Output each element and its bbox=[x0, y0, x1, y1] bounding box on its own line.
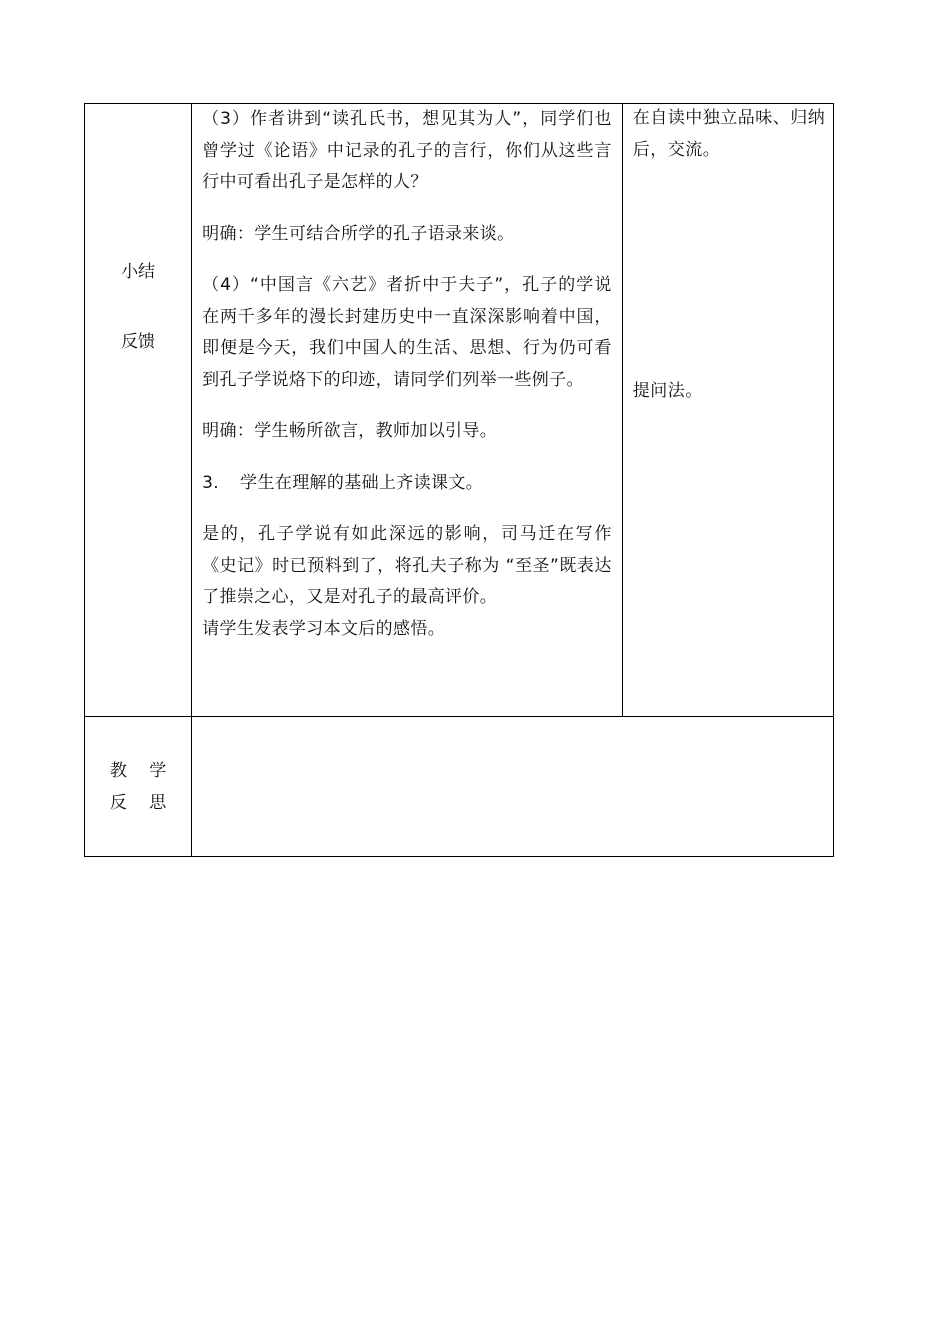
method-cell bbox=[622, 104, 833, 717]
summary-content-cell bbox=[192, 104, 623, 717]
teaching-label: 教 学 bbox=[109, 761, 175, 781]
reflection-label-cell bbox=[85, 717, 192, 857]
question-3: （3）作者讲到“读孔氏书，想见其为人”，同学们也曾学过《论语》中记录的孔子的言行，你们从这些言行中可看出孔子是怎样的人？ bbox=[202, 109, 612, 192]
lesson-plan-table bbox=[84, 103, 834, 857]
method-questioning: 提问法。 bbox=[632, 381, 703, 401]
method-self-reading: 在自读中独立品味、归纳后，交流。 bbox=[632, 108, 826, 160]
summary-label: 小结 bbox=[121, 262, 156, 282]
step-3-text: 学生在理解的基础上齐读课文。 bbox=[240, 472, 484, 493]
reflection-label: 反 思 bbox=[109, 793, 175, 813]
reflection-content-cell bbox=[192, 717, 834, 857]
closing-paragraph: 是的，孔子学说有如此深远的影响，司马迁在写作《史记》时已预料到了，将孔夫子称为 “至圣”既表达了推崇之心，又是对孔子的最高评价。 bbox=[202, 524, 612, 607]
question-3-answer: 明确：学生可结合所学的孔子语录来谈。 bbox=[202, 223, 515, 244]
step-3-number: 3. bbox=[202, 472, 220, 493]
summary-feedback-row bbox=[85, 104, 834, 717]
final-prompt: 请学生发表学习本文后的感悟。 bbox=[202, 618, 446, 639]
step-3 bbox=[202, 468, 612, 500]
summary-label-cell bbox=[85, 104, 192, 717]
question-4-answer: 明确：学生畅所欲言，教师加以引导。 bbox=[202, 421, 498, 441]
question-4: （4）“中国言《六艺》者折中于夫子”，孔子的学说在两千多年的漫长封建历史中一直深深影响着中国，即便是今天，我们中国人的生活、思想、行为仍可看到孔子学说烙下的印迹，请同学们列举一些例子。 bbox=[202, 275, 612, 390]
feedback-label: 反馈 bbox=[121, 332, 156, 352]
teaching-reflection-row bbox=[85, 717, 834, 857]
